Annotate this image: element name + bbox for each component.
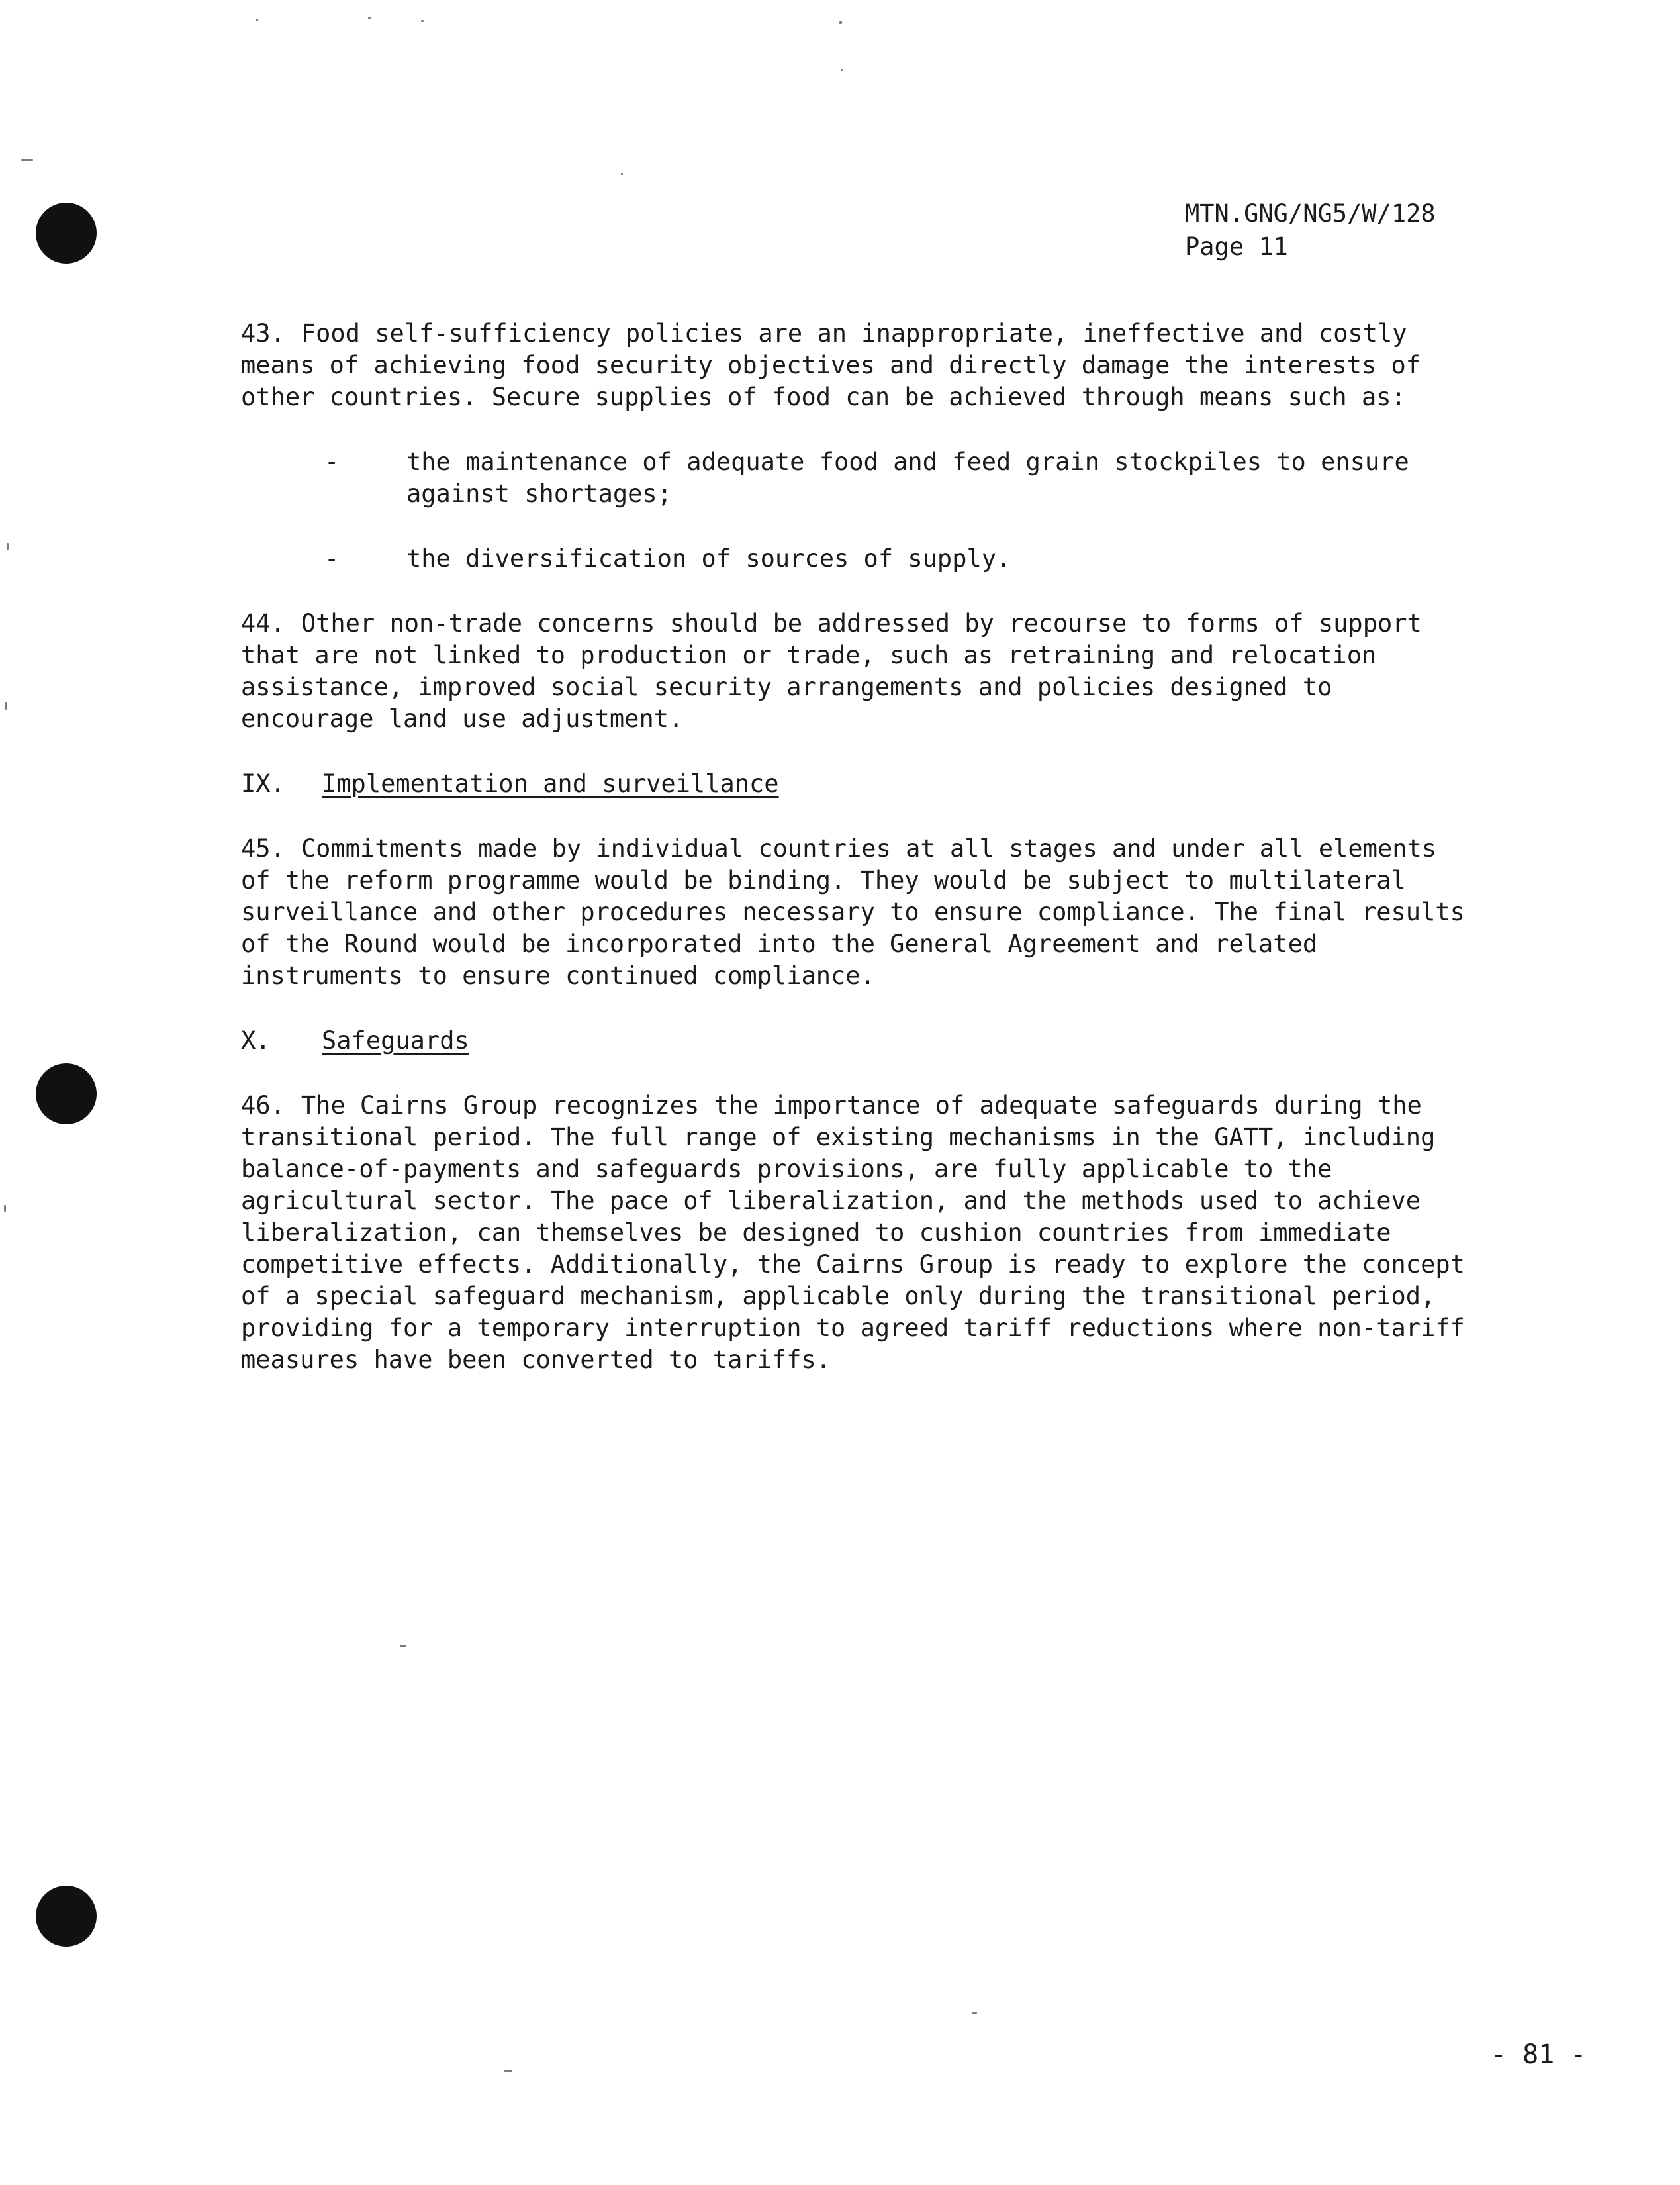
bullet-text: the diversification of sources of supply. — [406, 544, 1011, 573]
paragraph-text: The Cairns Group recognizes the importance of adequate safeguards during the transitional period. The full range of existing mechanisms in the GATT, including balance-of-payments and safeguards provisions, are fully applicable to the agricultural sector. The pace of liberalization, and the methods used to achieve liberalization, can themselves be designed to cushion countries from immediate competitive effects. Additionally, the Cairns Group is ready to explore the concept of a special safeguard mechanism, applicable only during the transitional period, providing for a temporary interruption to agreed tariff reductions where non-tariff measures have been converted to tariffs. — [241, 1091, 1465, 1374]
section-title: Implementation and surveillance — [322, 769, 779, 798]
scan-speck — [256, 19, 258, 21]
scan-speck — [841, 69, 843, 71]
bullet-dash: - — [324, 448, 340, 476]
page-label: Page 11 — [1185, 232, 1288, 261]
scan-speck — [368, 17, 371, 19]
paragraph-number: 46. — [241, 1091, 285, 1120]
list-item — [241, 446, 1472, 510]
paragraph-number: 45. — [241, 834, 285, 863]
paragraph-44 — [241, 608, 1472, 735]
bullet-dash: - — [324, 544, 340, 573]
scan-speck — [839, 21, 842, 24]
document-body — [241, 318, 1472, 1409]
scan-speck — [5, 702, 7, 710]
paragraph-number: 43. — [241, 319, 285, 348]
scan-speck — [421, 20, 424, 22]
paragraph-number: 44. — [241, 609, 285, 638]
scan-speck — [7, 543, 9, 550]
paragraph-43 — [241, 318, 1472, 413]
scan-speck — [621, 173, 623, 175]
punch-hole-top — [36, 203, 97, 264]
document-reference — [1185, 197, 1436, 264]
paragraph-text: Food self-sufficiency policies are an inappropriate, ineffective and costly means of achieving food security objectives and directly damage the interests of other countries. Secure supplies of food can be achieved through means such as: — [241, 319, 1421, 411]
paragraph-text: Commitments made by individual countries at all stages and under all elements of the reform programme would be binding. They would be subject to multilateral surveillance and other procedures necessary to ensure compliance. The final results of the Round would be incorporated into the General Agreement and related instruments to ensure continued compliance. — [241, 834, 1465, 990]
scan-speck — [400, 1645, 406, 1647]
paragraph-text: Other non-trade concerns should be addressed by recourse to forms of support that are not linked to production or trade, such as retraining and relocation assistance, improved social security arrangements and policies designed to encourage land use adjustment. — [241, 609, 1422, 733]
section-heading-safeguards — [241, 1025, 1472, 1057]
document-symbol: MTN.GNG/NG5/W/128 — [1185, 199, 1436, 228]
bullet-list — [241, 446, 1472, 575]
punch-hole-bottom — [36, 1886, 97, 1947]
punch-hole-middle — [36, 1063, 97, 1124]
scan-speck — [4, 1205, 6, 1212]
paragraph-46 — [241, 1090, 1472, 1376]
section-heading-implementation — [241, 768, 1472, 800]
page-number: - 81 - — [1491, 2039, 1587, 2070]
list-item — [241, 543, 1472, 575]
section-title: Safeguards — [322, 1026, 469, 1055]
scan-speck — [21, 159, 33, 161]
scan-speck — [972, 2012, 977, 2014]
scan-speck — [504, 2070, 512, 2072]
paragraph-45 — [241, 833, 1472, 992]
bullet-text: the maintenance of adequate food and feed grain stockpiles to ensure against shortages; — [406, 448, 1409, 508]
section-number: IX. — [241, 769, 285, 798]
section-number: X. — [241, 1026, 271, 1055]
